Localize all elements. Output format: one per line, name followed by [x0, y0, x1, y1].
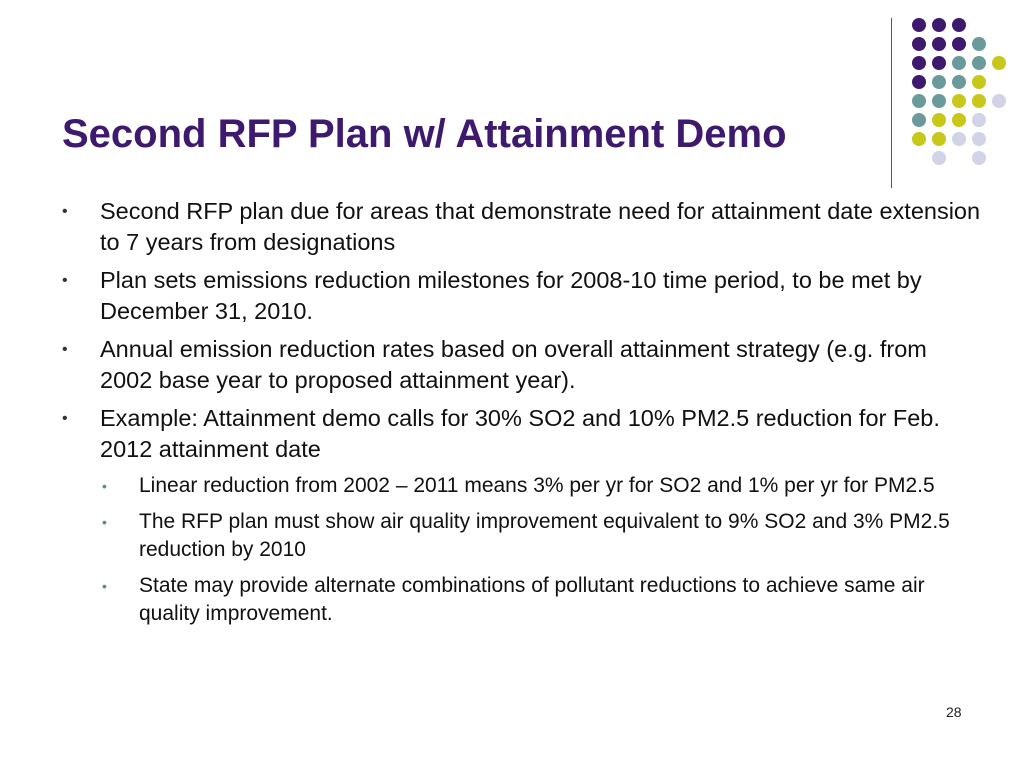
decor-dot — [932, 56, 946, 70]
sub-bullet-text: State may provide alternate combinations of pollutant reductions to achieve same air quality improvement. — [139, 574, 925, 625]
slide-body — [62, 196, 982, 636]
decor-dot — [932, 37, 946, 51]
decor-dot — [912, 132, 926, 146]
decor-dot — [932, 132, 946, 146]
decor-dot — [932, 75, 946, 89]
decor-dot — [972, 113, 986, 127]
sub-bullet-marker: • — [102, 478, 107, 494]
slide-title: Second RFP Plan w/ Attainment Demo — [62, 112, 787, 156]
decor-dot — [992, 56, 1006, 70]
sub-bullet-item — [62, 472, 982, 500]
decor-dot — [912, 37, 926, 51]
sub-bullet-marker: • — [102, 578, 107, 594]
decor-dot — [992, 94, 1006, 108]
decor-dot — [912, 75, 926, 89]
decor-dot — [972, 151, 986, 165]
slide-number: 28 — [946, 704, 962, 720]
bullet-marker: • — [62, 341, 68, 358]
bullet-text: Plan sets emissions reduction milestones for 2008-10 time period, to be met by December 31, 2010. — [100, 267, 922, 324]
title-divider-line — [891, 18, 892, 188]
decor-dot — [972, 75, 986, 89]
decor-dot — [932, 113, 946, 127]
decor-dot — [952, 94, 966, 108]
sub-bullet-marker: • — [102, 514, 107, 530]
sub-bullet-text: The RFP plan must show air quality improvement equivalent to 9% SO2 and 3% PM2.5 reduction by 2010 — [139, 510, 950, 561]
bullet-text: Annual emission reduction rates based on overall attainment strategy (e.g. from 2002 base year to proposed attainment year). — [100, 336, 927, 393]
decor-dot — [932, 94, 946, 108]
decor-dot — [932, 151, 946, 165]
bullet-item — [62, 334, 982, 396]
bullet-item — [62, 196, 982, 258]
bullet-text: Example: Attainment demo calls for 30% SO2 and 10% PM2.5 reduction for Feb. 2012 attainment date — [100, 405, 940, 462]
decor-dot — [952, 18, 966, 32]
sub-bullet-list — [62, 472, 982, 628]
bullet-list — [62, 196, 982, 465]
bullet-item — [62, 265, 982, 327]
decor-dot — [912, 113, 926, 127]
bullet-marker: • — [62, 410, 68, 427]
decor-dot — [912, 94, 926, 108]
bullet-marker: • — [62, 272, 68, 289]
bullet-marker: • — [62, 203, 68, 220]
sub-bullet-item — [62, 508, 982, 564]
decorative-dot-grid — [908, 14, 1008, 164]
decor-dot — [932, 18, 946, 32]
decor-dot — [912, 56, 926, 70]
sub-bullet-text: Linear reduction from 2002 – 2011 means 3% per yr for SO2 and 1% per yr for PM2.5 — [139, 474, 935, 497]
decor-dot — [912, 18, 926, 32]
decor-dot — [952, 56, 966, 70]
decor-dot — [972, 132, 986, 146]
sub-bullet-item — [62, 572, 982, 628]
decor-dot — [952, 113, 966, 127]
decor-dot — [952, 132, 966, 146]
decor-dot — [972, 56, 986, 70]
decor-dot — [952, 37, 966, 51]
decor-dot — [972, 94, 986, 108]
bullet-item — [62, 403, 982, 465]
decor-dot — [952, 75, 966, 89]
bullet-text: Second RFP plan due for areas that demonstrate need for attainment date extension to 7 years from designations — [100, 198, 981, 255]
decor-dot — [972, 37, 986, 51]
